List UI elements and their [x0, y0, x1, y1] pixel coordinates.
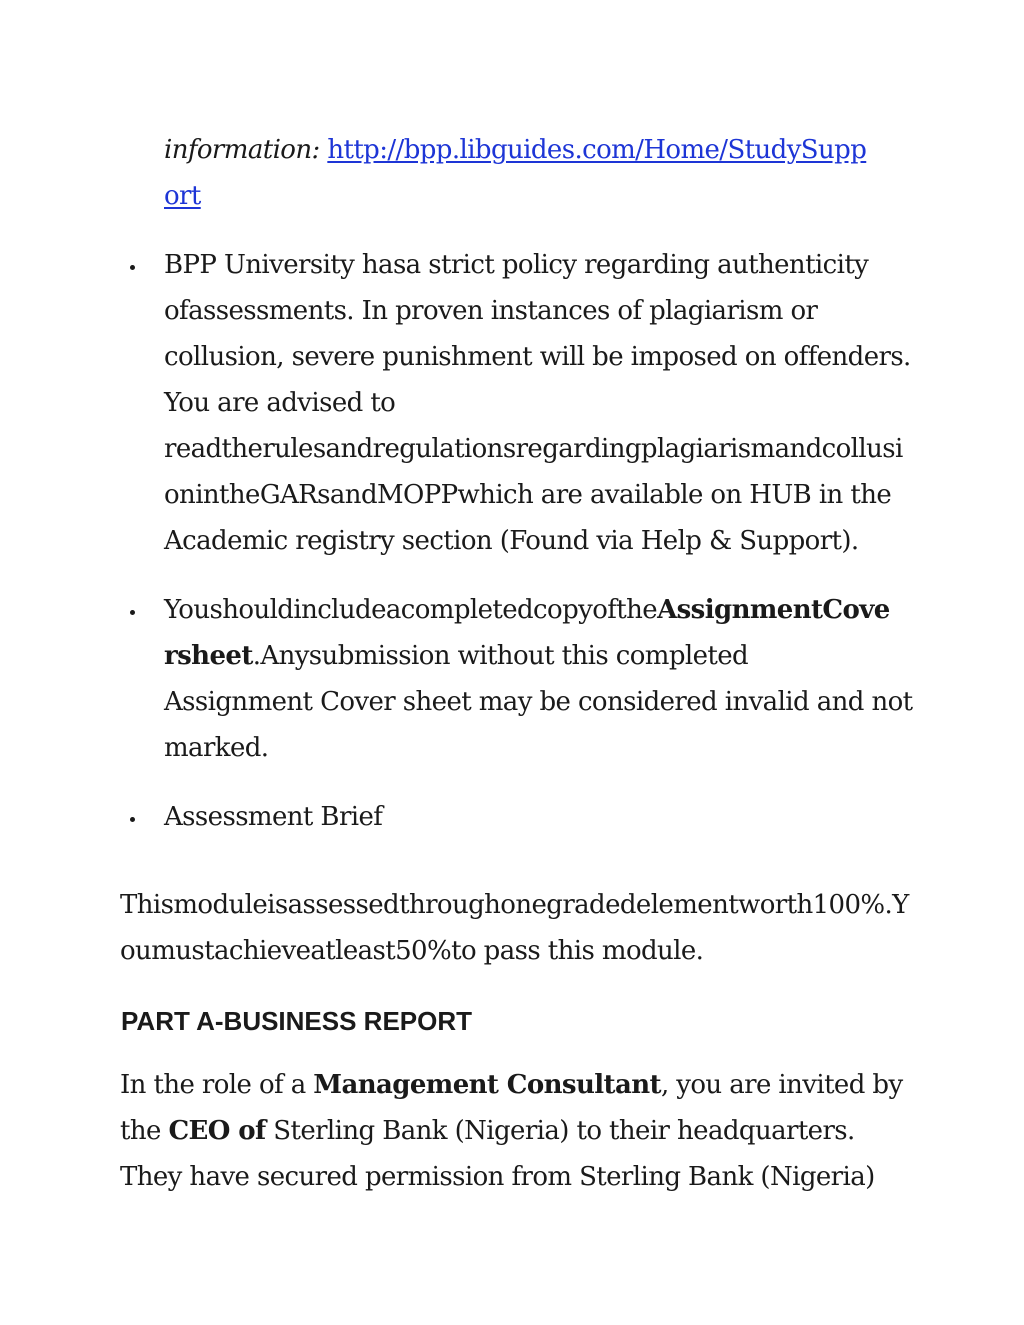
intro-label: information: — [164, 135, 320, 165]
bullet-dot-icon — [130, 610, 138, 618]
module-paragraph-line: Thismoduleisassessedthroughonegradedelementworth100%.Y — [120, 890, 909, 920]
part-a-text: , you are invited by — [660, 1070, 903, 1100]
coversheet-line-3: Assignment Cover sheet may be considered invalid and not — [164, 687, 913, 717]
intro-link-continuation — [164, 181, 201, 211]
plagiarism-line: Academic registry section (Found via Help & Support). — [164, 526, 859, 556]
coversheet-line-1 — [164, 595, 890, 625]
bullet-dot-icon — [130, 265, 138, 273]
part-a-text: the — [120, 1116, 169, 1146]
study-support-link[interactable]: http://bpp.libguides.com/Home/StudySupp — [327, 135, 867, 165]
part-a-line-2 — [120, 1116, 855, 1146]
plagiarism-line: collusion, severe punishment will be imposed on offenders. — [164, 342, 911, 372]
part-a-line-3: They have secured permission from Sterling Bank (Nigeria) — [120, 1162, 875, 1192]
plagiarism-line: BPP University hasa strict policy regarding authenticity — [164, 250, 869, 280]
ceo-bold-text: CEO of — [168, 1116, 266, 1146]
section-heading: PART A-BUSINESS REPORT — [121, 1006, 473, 1036]
role-bold-text: Management Consultant — [313, 1070, 661, 1100]
plagiarism-line: readtherulesandregulationsregardingplagiarismandcollusi — [164, 434, 903, 464]
intro-line — [164, 135, 866, 165]
part-a-text: In the role of a — [120, 1070, 314, 1100]
plagiarism-line: onintheGARsandMOPPwhich are available on HUB in the — [164, 480, 892, 510]
plagiarism-line: You are advised to — [164, 388, 396, 418]
module-paragraph-line: oumustachieveatleast50%to pass this module. — [120, 936, 704, 966]
plagiarism-line: ofassessments. In proven instances of plagiarism or — [164, 296, 818, 326]
coversheet-line-4: marked. — [164, 733, 269, 763]
coversheet-line-2 — [164, 641, 748, 671]
coversheet-text: Youshouldincludeacompletedcopyofthe — [164, 595, 658, 625]
coversheet-text: .Anysubmission without this completed — [252, 641, 749, 671]
bullet-dot-icon — [130, 817, 138, 825]
coversheet-bold-text: rsheet — [164, 641, 253, 671]
coversheet-bold-text: AssignmentCove — [657, 595, 890, 625]
part-a-line-1 — [120, 1070, 903, 1100]
study-support-link-tail[interactable]: ort — [164, 181, 201, 211]
assessment-brief-item: Assessment Brief — [164, 802, 383, 832]
part-a-text: Sterling Bank (Nigeria) to their headquarters. — [265, 1116, 855, 1146]
